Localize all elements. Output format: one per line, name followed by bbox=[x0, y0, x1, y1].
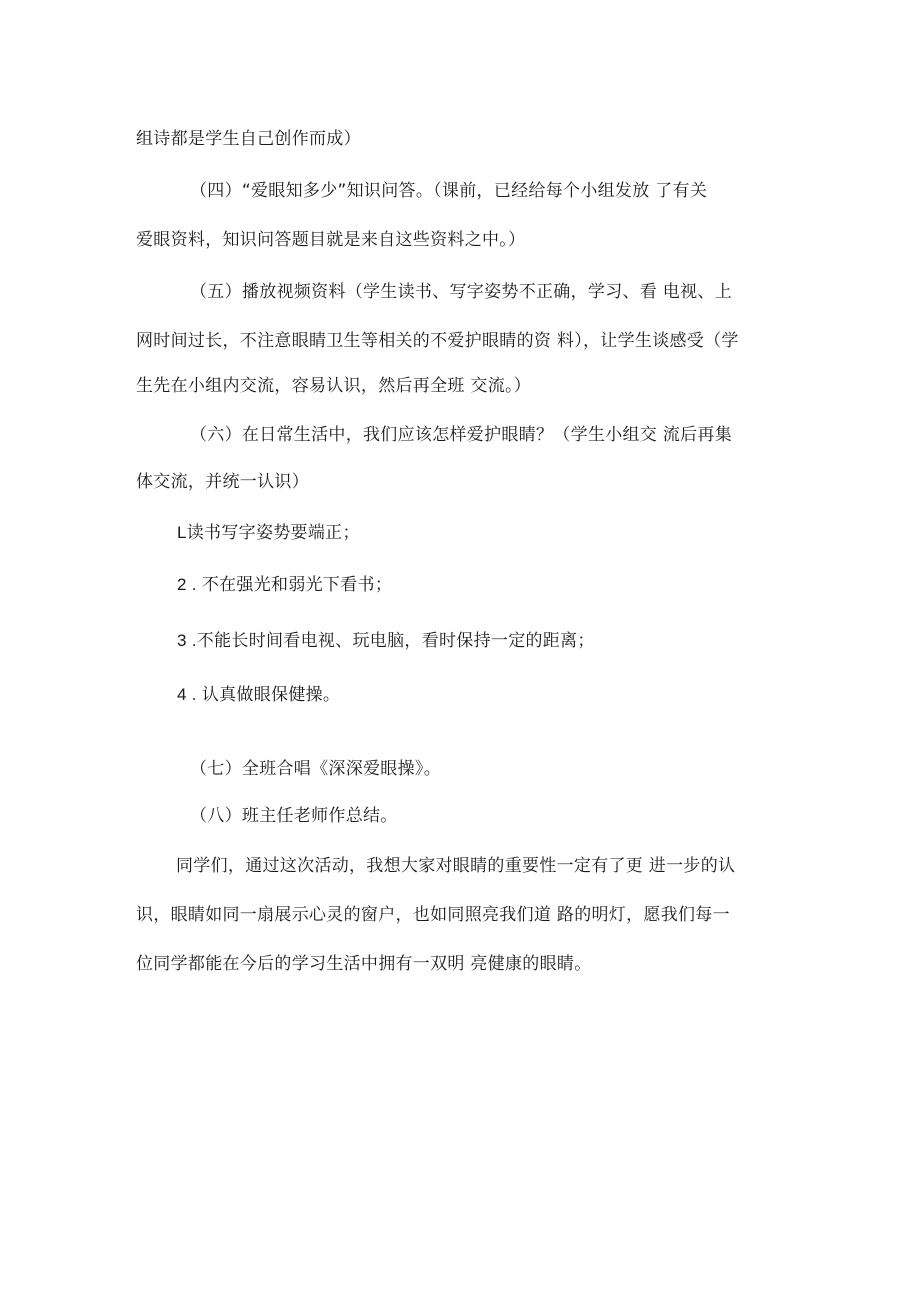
text-line: （七）全班合唱《深深爱眼操》。 bbox=[190, 759, 441, 779]
text-line: 生先在小组内交流，容易认识，然后再全班 交流。） bbox=[136, 376, 532, 396]
text-line: 网时间过长，不注意眼睛卫生等相关的不爱护眼睛的资 料），让学生谈感受（学 bbox=[136, 331, 739, 351]
text-line: 位同学都能在今后的学习生活中拥有一双明 亮健康的眼睛。 bbox=[136, 954, 592, 974]
list-item: L读书写字姿势要端正； bbox=[177, 523, 360, 542]
text-line: 爱眼资料，知识问答题目就是来自这些资料之中。） bbox=[136, 230, 526, 250]
text-line: （八）班主任老师作总结。 bbox=[190, 806, 398, 826]
text-line: （六）在日常生活中，我们应该怎样爱护眼睛？（学生小组交 流后再集 bbox=[190, 425, 733, 445]
list-item: 2 . 不在强光和弱光下看书； bbox=[177, 575, 393, 594]
text-line: （四）“爱眼知多少”知识问答。（课前，已经给每个小组发放 了有关 bbox=[190, 181, 708, 201]
text-line: 组诗都是学生自己创作而成） bbox=[136, 129, 361, 149]
text-line: 同学们，通过这次活动，我想大家对眼睛的重要性一定有了更 进一步的认 bbox=[176, 856, 736, 876]
text-line: （五）播放视频资料（学生读书、写字姿势不正确，学习、看 电视、上 bbox=[190, 282, 733, 302]
list-item: 3 .不能长时间看电视、玩电脑，看时保持一定的距离； bbox=[177, 631, 595, 650]
list-item: 4 . 认真做眼保健操。 bbox=[177, 685, 341, 704]
text-line: 识，眼睛如同一扇展示心灵的窗户，也如同照亮我们道 路的明灯，愿我们每一 bbox=[136, 905, 730, 925]
text-line: 体交流，并统一认识） bbox=[136, 472, 309, 492]
